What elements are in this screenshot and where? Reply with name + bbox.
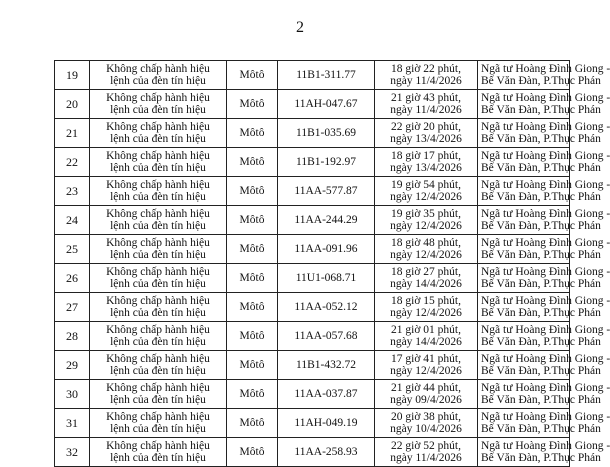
violation-text-line1: Không chấp hành hiệu	[106, 323, 210, 336]
violations-table	[54, 60, 610, 467]
license-plate-cell	[278, 438, 375, 467]
vehicle-type-cell	[227, 438, 278, 467]
location-line2: Bế Văn Đàn, P.Thục Phán	[481, 191, 601, 203]
license-plate: 11AA-258.93	[294, 445, 358, 458]
violation-time-line1: 21 giờ 44 phút,	[391, 381, 461, 394]
location-line2: Bế Văn Đàn, P.Thục Phán	[481, 452, 601, 464]
location-cell	[478, 438, 610, 467]
location-cell	[478, 409, 610, 438]
vehicle-type: Môtô	[239, 184, 265, 197]
table-row	[55, 177, 570, 206]
row-number: 22	[66, 154, 78, 169]
license-plate-cell	[278, 264, 375, 293]
license-plate-cell	[278, 409, 375, 438]
row-number: 27	[66, 299, 78, 314]
violation-text-line1: Không chấp hành hiệu	[106, 120, 210, 133]
violation-text-line1: Không chấp hành hiệu	[106, 439, 210, 452]
violation-text-line2: lệnh của đèn tín hiệu	[110, 104, 206, 116]
location-line1: Ngã tư Hoàng Đình Giong -	[481, 149, 610, 162]
row-number-cell	[55, 61, 90, 90]
violation-time-line2: ngày 12/4/2026	[390, 249, 462, 261]
violation-time-line1: 19 giờ 35 phút,	[391, 207, 461, 220]
license-plate-cell	[278, 177, 375, 206]
location-line2: Bế Văn Đàn, P.Thục Phán	[481, 75, 601, 87]
violation-text-line2: lệnh của đèn tín hiệu	[110, 336, 206, 348]
license-plate: 11AH-047.67	[294, 97, 358, 110]
violation-text-line1: Không chấp hành hiệu	[106, 294, 210, 307]
violation-time-line2: ngày 09/4/2026	[390, 394, 462, 406]
vehicle-type-cell	[227, 90, 278, 119]
violation-cell	[90, 235, 227, 264]
violation-text-line2: lệnh của đèn tín hiệu	[110, 307, 206, 319]
license-plate: 11B1-192.97	[296, 155, 356, 168]
violation-time-cell	[375, 119, 478, 148]
license-plate: 11AA-091.96	[294, 242, 358, 255]
location-line2: Bế Văn Đàn, P.Thục Phán	[481, 220, 601, 232]
location-line2: Bế Văn Đàn, P.Thục Phán	[481, 104, 601, 116]
row-number-cell	[55, 351, 90, 380]
vehicle-type: Môtô	[239, 416, 265, 429]
violation-time-line2: ngày 14/4/2026	[390, 278, 462, 290]
license-plate: 11B1-432.72	[296, 358, 356, 371]
table-row	[55, 351, 570, 380]
location-line1: Ngã tư Hoàng Đình Giong -	[481, 439, 610, 452]
license-plate-cell	[278, 119, 375, 148]
violation-time-line1: 22 giờ 20 phút,	[391, 120, 461, 133]
vehicle-type: Môtô	[239, 387, 265, 400]
license-plate: 11AA-057.68	[294, 329, 358, 342]
table-row	[55, 90, 570, 119]
license-plate-cell	[278, 351, 375, 380]
table-row	[55, 438, 570, 467]
violation-text-line2: lệnh của đèn tín hiệu	[110, 162, 206, 174]
violation-time-cell	[375, 264, 478, 293]
violation-text-line1: Không chấp hành hiệu	[106, 265, 210, 278]
row-number-cell	[55, 322, 90, 351]
vehicle-type: Môtô	[239, 68, 265, 81]
table-row	[55, 235, 570, 264]
location-line1: Ngã tư Hoàng Đình Giong -	[481, 410, 610, 423]
violation-time-line2: ngày 11/4/2026	[390, 75, 462, 87]
violation-time-line2: ngày 10/4/2026	[390, 423, 462, 435]
location-cell	[478, 206, 610, 235]
violation-text-line2: lệnh của đèn tín hiệu	[110, 394, 206, 406]
license-plate: 11B1-311.77	[296, 68, 356, 81]
row-number: 24	[66, 212, 78, 227]
violation-cell	[90, 206, 227, 235]
vehicle-type: Môtô	[239, 155, 265, 168]
violation-time-cell	[375, 293, 478, 322]
location-cell	[478, 264, 610, 293]
violation-time-line1: 18 giờ 17 phút,	[391, 149, 461, 162]
license-plate-cell	[278, 148, 375, 177]
row-number-cell	[55, 438, 90, 467]
violation-cell	[90, 351, 227, 380]
location-line1: Ngã tư Hoàng Đình Giong -	[481, 91, 610, 104]
vehicle-type-cell	[227, 61, 278, 90]
vehicle-type-cell	[227, 351, 278, 380]
row-number: 30	[66, 386, 78, 401]
violation-time-line2: ngày 12/4/2026	[390, 365, 462, 377]
violation-time-cell	[375, 235, 478, 264]
row-number-cell	[55, 235, 90, 264]
violation-cell	[90, 119, 227, 148]
violation-text-line2: lệnh của đèn tín hiệu	[110, 452, 206, 464]
row-number: 25	[66, 241, 78, 256]
violation-time-cell	[375, 61, 478, 90]
table-row	[55, 409, 570, 438]
violation-cell	[90, 438, 227, 467]
location-line1: Ngã tư Hoàng Đình Giong -	[481, 323, 610, 336]
location-line1: Ngã tư Hoàng Đình Giong -	[481, 265, 610, 278]
violation-time-cell	[375, 177, 478, 206]
vehicle-type-cell	[227, 235, 278, 264]
violation-text-line2: lệnh của đèn tín hiệu	[110, 278, 206, 290]
violation-time-line1: 18 giờ 15 phút,	[391, 294, 461, 307]
violation-time-cell	[375, 322, 478, 351]
location-line1: Ngã tư Hoàng Đình Giong -	[481, 178, 610, 191]
vehicle-type: Môtô	[239, 329, 265, 342]
location-line1: Ngã tư Hoàng Đình Giong -	[481, 62, 610, 75]
license-plate-cell	[278, 61, 375, 90]
vehicle-type: Môtô	[239, 97, 265, 110]
row-number: 23	[66, 183, 78, 198]
location-cell	[478, 90, 610, 119]
vehicle-type: Môtô	[239, 358, 265, 371]
violation-time-line2: ngày 13/4/2026	[390, 162, 462, 174]
vehicle-type-cell	[227, 177, 278, 206]
violation-time-line1: 17 giờ 41 phút,	[391, 352, 461, 365]
location-line2: Bế Văn Đàn, P.Thục Phán	[481, 336, 601, 348]
violation-time-line2: ngày 14/4/2026	[390, 336, 462, 348]
violation-text-line2: lệnh của đèn tín hiệu	[110, 249, 206, 261]
license-plate-cell	[278, 380, 375, 409]
table-row	[55, 322, 570, 351]
vehicle-type-cell	[227, 264, 278, 293]
violation-cell	[90, 409, 227, 438]
vehicle-type-cell	[227, 380, 278, 409]
violation-cell	[90, 61, 227, 90]
vehicle-type-cell	[227, 322, 278, 351]
license-plate-cell	[278, 322, 375, 351]
row-number-cell	[55, 177, 90, 206]
violation-cell	[90, 293, 227, 322]
violation-time-line1: 21 giờ 01 phút,	[391, 323, 461, 336]
location-cell	[478, 322, 610, 351]
violation-text-line1: Không chấp hành hiệu	[106, 410, 210, 423]
row-number: 21	[66, 125, 78, 140]
violation-time-cell	[375, 90, 478, 119]
violation-time-cell	[375, 351, 478, 380]
row-number-cell	[55, 148, 90, 177]
table-row	[55, 119, 570, 148]
license-plate-cell	[278, 90, 375, 119]
license-plate-cell	[278, 206, 375, 235]
row-number: 19	[66, 67, 78, 82]
location-line2: Bế Văn Đàn, P.Thục Phán	[481, 249, 601, 261]
vehicle-type-cell	[227, 409, 278, 438]
vehicle-type-cell	[227, 293, 278, 322]
vehicle-type: Môtô	[239, 445, 265, 458]
row-number: 31	[66, 415, 78, 430]
location-line1: Ngã tư Hoàng Đình Giong -	[481, 120, 610, 133]
violation-cell	[90, 380, 227, 409]
violation-cell	[90, 177, 227, 206]
violation-text-line2: lệnh của đèn tín hiệu	[110, 133, 206, 145]
license-plate: 11AA-577.87	[294, 184, 358, 197]
vehicle-type: Môtô	[239, 300, 265, 313]
table-row	[55, 61, 570, 90]
location-cell	[478, 235, 610, 264]
violation-text-line1: Không chấp hành hiệu	[106, 207, 210, 220]
row-number-cell	[55, 90, 90, 119]
violation-time-cell	[375, 148, 478, 177]
location-line2: Bế Văn Đàn, P.Thục Phán	[481, 394, 601, 406]
violation-text-line2: lệnh của đèn tín hiệu	[110, 75, 206, 87]
violation-time-line2: ngày 13/4/2026	[390, 133, 462, 145]
row-number-cell	[55, 380, 90, 409]
location-cell	[478, 177, 610, 206]
row-number: 26	[66, 270, 78, 285]
row-number: 28	[66, 328, 78, 343]
violation-time-line2: ngày 12/4/2026	[390, 191, 462, 203]
table-row	[55, 264, 570, 293]
vehicle-type-cell	[227, 148, 278, 177]
violation-text-line2: lệnh của đèn tín hiệu	[110, 191, 206, 203]
location-line2: Bế Văn Đàn, P.Thục Phán	[481, 423, 601, 435]
license-plate: 11AA-244.29	[294, 213, 358, 226]
violation-cell	[90, 90, 227, 119]
violation-text-line1: Không chấp hành hiệu	[106, 178, 210, 191]
violation-time-line2: ngày 12/4/2026	[390, 307, 462, 319]
violation-text-line1: Không chấp hành hiệu	[106, 381, 210, 394]
location-line1: Ngã tư Hoàng Đình Giong -	[481, 294, 610, 307]
violation-text-line1: Không chấp hành hiệu	[106, 352, 210, 365]
location-line1: Ngã tư Hoàng Đình Giong -	[481, 352, 610, 365]
vehicle-type: Môtô	[239, 213, 265, 226]
vehicle-type-cell	[227, 206, 278, 235]
violation-cell	[90, 322, 227, 351]
violation-text-line2: lệnh của đèn tín hiệu	[110, 365, 206, 377]
row-number: 20	[66, 96, 78, 111]
license-plate: 11U1-068.71	[295, 271, 357, 284]
location-line2: Bế Văn Đàn, P.Thục Phán	[481, 133, 601, 145]
location-line1: Ngã tư Hoàng Đình Giong -	[481, 236, 610, 249]
violation-time-line2: ngày 11/4/2026	[390, 104, 462, 116]
license-plate: 11B1-035.69	[296, 126, 356, 139]
violation-time-cell	[375, 206, 478, 235]
violation-time-line1: 20 giờ 38 phút,	[391, 410, 461, 423]
violation-time-line1: 22 giờ 52 phút,	[391, 439, 461, 452]
table-row	[55, 380, 570, 409]
violation-text-line1: Không chấp hành hiệu	[106, 236, 210, 249]
violation-time-line1: 18 giờ 22 phút,	[391, 62, 461, 75]
row-number-cell	[55, 264, 90, 293]
location-cell	[478, 351, 610, 380]
vehicle-type-cell	[227, 119, 278, 148]
row-number-cell	[55, 119, 90, 148]
row-number-cell	[55, 206, 90, 235]
violation-cell	[90, 264, 227, 293]
violation-time-line2: ngày 12/4/2026	[390, 220, 462, 232]
location-line2: Bế Văn Đàn, P.Thục Phán	[481, 162, 601, 174]
license-plate-cell	[278, 293, 375, 322]
table-row	[55, 206, 570, 235]
location-cell	[478, 119, 610, 148]
location-line2: Bế Văn Đàn, P.Thục Phán	[481, 278, 601, 290]
violations-table-body	[55, 61, 610, 467]
violation-time-cell	[375, 438, 478, 467]
location-line2: Bế Văn Đàn, P.Thục Phán	[481, 307, 601, 319]
vehicle-type: Môtô	[239, 242, 265, 255]
row-number-cell	[55, 293, 90, 322]
license-plate-cell	[278, 235, 375, 264]
violation-time-line2: ngày 11/4/2026	[390, 452, 462, 464]
page-number: 2	[296, 19, 304, 36]
license-plate: 11AH-049.19	[294, 416, 358, 429]
violation-time-line1: 18 giờ 48 phút,	[391, 236, 461, 249]
location-line1: Ngã tư Hoàng Đình Giong -	[481, 381, 610, 394]
table-row	[55, 293, 570, 322]
row-number: 32	[66, 444, 78, 459]
violation-text-line2: lệnh của đèn tín hiệu	[110, 423, 206, 435]
violation-text-line1: Không chấp hành hiệu	[106, 62, 210, 75]
violation-time-cell	[375, 380, 478, 409]
violation-time-line1: 18 giờ 27 phút,	[391, 265, 461, 278]
location-line1: Ngã tư Hoàng Đình Giong -	[481, 207, 610, 220]
violation-time-line1: 21 giờ 43 phút,	[391, 91, 461, 104]
violation-text-line2: lệnh của đèn tín hiệu	[110, 220, 206, 232]
location-cell	[478, 293, 610, 322]
location-line2: Bế Văn Đàn, P.Thục Phán	[481, 365, 601, 377]
violation-time-cell	[375, 409, 478, 438]
license-plate: 11AA-037.87	[294, 387, 358, 400]
vehicle-type: Môtô	[239, 126, 265, 139]
location-cell	[478, 61, 610, 90]
row-number-cell	[55, 409, 90, 438]
table-row	[55, 148, 570, 177]
violation-text-line1: Không chấp hành hiệu	[106, 91, 210, 104]
violation-text-line1: Không chấp hành hiệu	[106, 149, 210, 162]
violation-time-line1: 19 giờ 54 phút,	[391, 178, 461, 191]
license-plate: 11AA-052.12	[294, 300, 358, 313]
vehicle-type: Môtô	[239, 271, 265, 284]
location-cell	[478, 380, 610, 409]
row-number: 29	[66, 357, 78, 372]
location-cell	[478, 148, 610, 177]
violation-cell	[90, 148, 227, 177]
